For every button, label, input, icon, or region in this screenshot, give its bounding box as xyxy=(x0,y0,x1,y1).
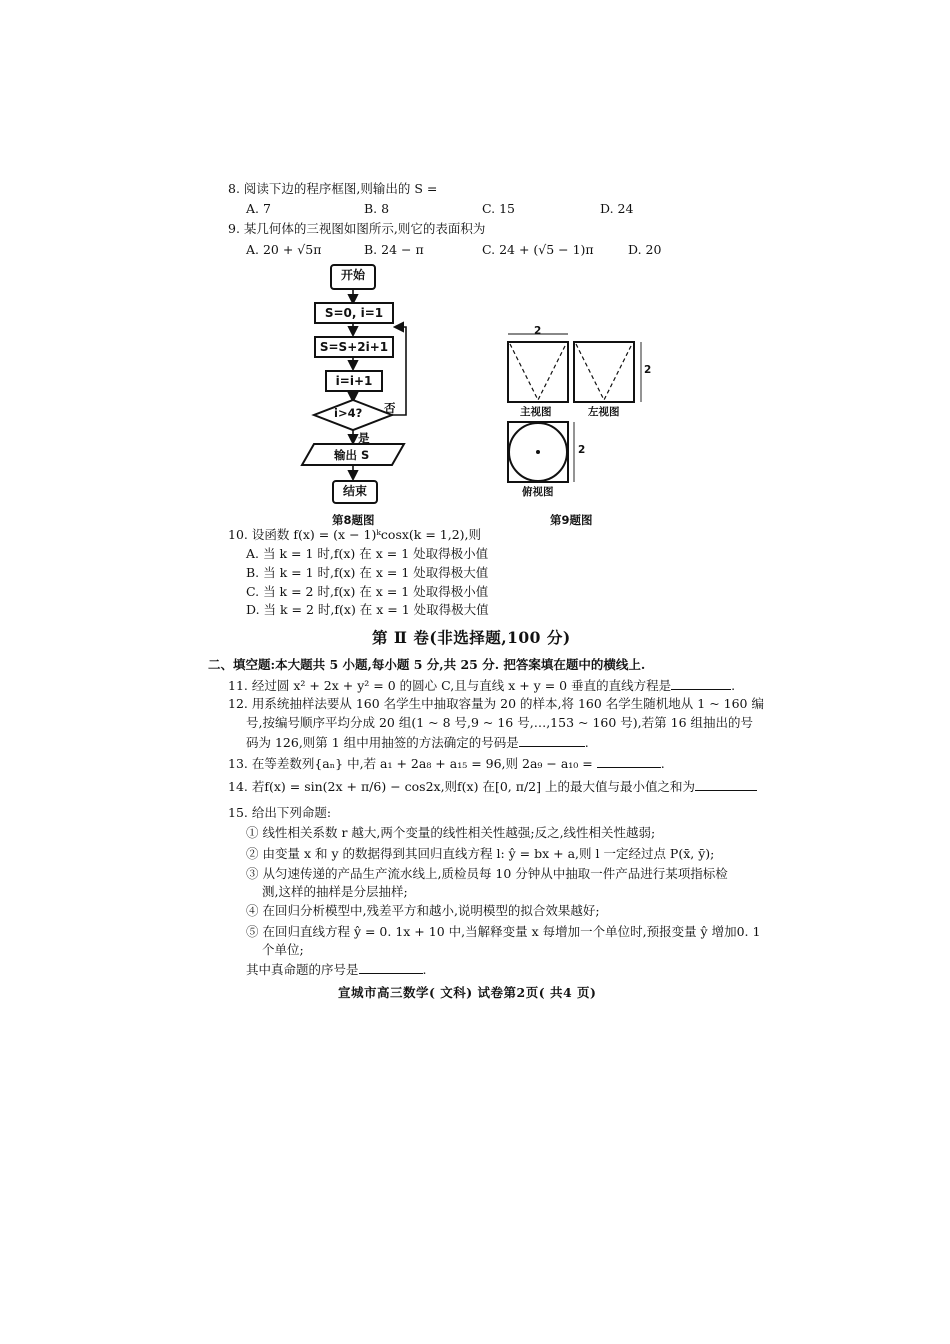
q13: 13. 在等差数列{aₙ} 中,若 a₁ + 2a₈ + a₁₅ = 96,则 2a₉ − a₁₀ = . xyxy=(228,756,665,771)
q15-answer-prompt: 其中真命题的序号是 xyxy=(246,962,359,977)
q10-stem: 10. 设函数 f(x) = (x − 1)ᵏcosx(k = 1,2),则 xyxy=(228,527,482,542)
q8-option-b: B. 8 xyxy=(364,201,390,216)
q14-text: 14. 若f(x) = sin(2x + π/6) − cos2x,则f(x) 在[0, π/2] 上的最大值与最小值之和为 xyxy=(228,779,695,794)
q9-stem: 9. 某几何体的三视图如图所示,则它的表面积为 xyxy=(228,221,486,236)
q12-answer-blank[interactable] xyxy=(519,734,585,747)
front-width-dimension: 2 xyxy=(534,325,542,337)
q15-item-1: ① 线性相关系数 r 越大,两个变量的线性相关性越强;反之,线性相关性越弱; xyxy=(246,825,656,840)
q11: 11. 经过圆 x² + 2x + y² = 0 的圆心 C,且与直线 x + y = 0 垂直的直线方程是 . xyxy=(228,678,736,693)
side-height-dimension: 2 xyxy=(644,364,652,376)
q8-stem: 8. 阅读下边的程序框图,则输出的 S = xyxy=(228,181,438,196)
q9-options xyxy=(246,242,746,258)
section-2-title: 第 Ⅱ 卷(非选择题,100 分) xyxy=(372,628,571,647)
flowchart-update-s: S=S+2i+1 xyxy=(314,336,394,358)
q10-option-b: B. 当 k = 1 时,f(x) 在 x = 1 处取得极大值 xyxy=(246,565,489,580)
q9-option-a: A. 20 + √5π xyxy=(246,242,322,257)
q12-line-2: 号,按编号顺序平均分成 20 组(1 ~ 8 号,9 ~ 16 号,…,153 ~ 160 号),若第 16 组抽出的号 xyxy=(246,715,753,730)
fig9-caption: 第9题图 xyxy=(550,513,593,527)
flowchart-end: 结束 xyxy=(332,480,378,504)
q8-option-d: D. 24 xyxy=(600,201,634,216)
q10-option-a: A. 当 k = 1 时,f(x) 在 x = 1 处取得极小值 xyxy=(246,546,489,561)
q13-answer-blank[interactable] xyxy=(597,755,661,768)
q10-option-c: C. 当 k = 2 时,f(x) 在 x = 1 处取得极小值 xyxy=(246,584,489,599)
flowchart-no-label: 否 xyxy=(384,401,396,415)
q9-option-c: C. 24 + (√5 − 1)π xyxy=(482,242,594,257)
side-view-label: 左视图 xyxy=(588,406,620,418)
flowchart-start: 开始 xyxy=(330,264,376,290)
flowchart-condition: i>4? xyxy=(334,406,363,420)
q9-option-b: B. 24 − π xyxy=(364,242,424,257)
q15-item-5-cont: 个单位; xyxy=(262,942,304,957)
q12-line-3: 码为 126,则第 1 组中用抽签的方法确定的号码是 xyxy=(246,735,519,750)
q8-options xyxy=(246,201,718,217)
q15-stem: 15. 给出下列命题: xyxy=(228,805,332,820)
q15-item-3: ③ 从匀速传递的产品生产流水线上,质检员每 10 分钟从中抽取一件产品进行某项指标检 xyxy=(246,866,728,881)
q8-option-a: A. 7 xyxy=(246,201,271,216)
q14 xyxy=(228,778,757,795)
top-view-label: 俯视图 xyxy=(522,486,554,498)
flowchart-init: S=0, i=1 xyxy=(314,302,394,324)
q12-line-3-wrap: 码为 126,则第 1 组中用抽签的方法确定的号码是 . xyxy=(246,735,589,750)
fig8-caption: 第8题图 xyxy=(332,513,375,527)
q15-answer-blank[interactable] xyxy=(359,961,423,974)
fill-in-header: 二、填空题:本大题共 5 小题,每小题 5 分,共 25 分. 把答案填在题中的横线上. xyxy=(208,657,646,672)
q10-option-d: D. 当 k = 2 时,f(x) 在 x = 1 处取得极大值 xyxy=(246,602,489,617)
q9-option-d: D. 20 xyxy=(628,242,662,257)
q11-text: 11. 经过圆 x² + 2x + y² = 0 的圆心 C,且与直线 x + y = 0 垂直的直线方程是 xyxy=(228,678,672,693)
flowchart-update-i: i=i+1 xyxy=(325,370,383,392)
q12-line-1: 12. 用系统抽样法要从 160 名学生中抽取容量为 20 的样本,将 160 名学生随机地从 1 ~ 160 编 xyxy=(228,696,764,711)
page-footer: 宣城市高三数学( 文科) 试卷第2页( 共4 页) xyxy=(338,985,597,1000)
q15-item-2: ② 由变量 x 和 y 的数据得到其回归直线方程 l: ŷ = bx + a,则 l 一定经过点 P(x̄, ȳ); xyxy=(246,846,715,861)
top-view-dimension: 2 xyxy=(578,444,586,456)
q15-item-3-cont: 测,这样的抽样是分层抽样; xyxy=(262,884,408,899)
q8-option-c: C. 15 xyxy=(482,201,515,216)
front-view-label: 主视图 xyxy=(520,406,552,418)
q13-text: 13. 在等差数列{aₙ} 中,若 a₁ + 2a₈ + a₁₅ = 96,则 2a₉ − a₁₀ = xyxy=(228,756,593,771)
q15-item-4: ④ 在回归分析模型中,残差平方和越小,说明模型的拟合效果越好; xyxy=(246,903,600,918)
flowchart-output: 输出 S xyxy=(334,448,370,462)
q15-answer: 其中真命题的序号是 . xyxy=(246,962,427,977)
q15-item-5: ⑤ 在回归直线方程 ŷ = 0. 1x + 10 中,当解释变量 x 每增加一个单位时,预报变量 ŷ 增加0. 1 xyxy=(246,924,761,939)
q14-answer-blank[interactable] xyxy=(695,778,757,791)
q11-answer-blank[interactable] xyxy=(671,677,731,690)
flowchart-yes-label: 是 xyxy=(358,431,370,445)
